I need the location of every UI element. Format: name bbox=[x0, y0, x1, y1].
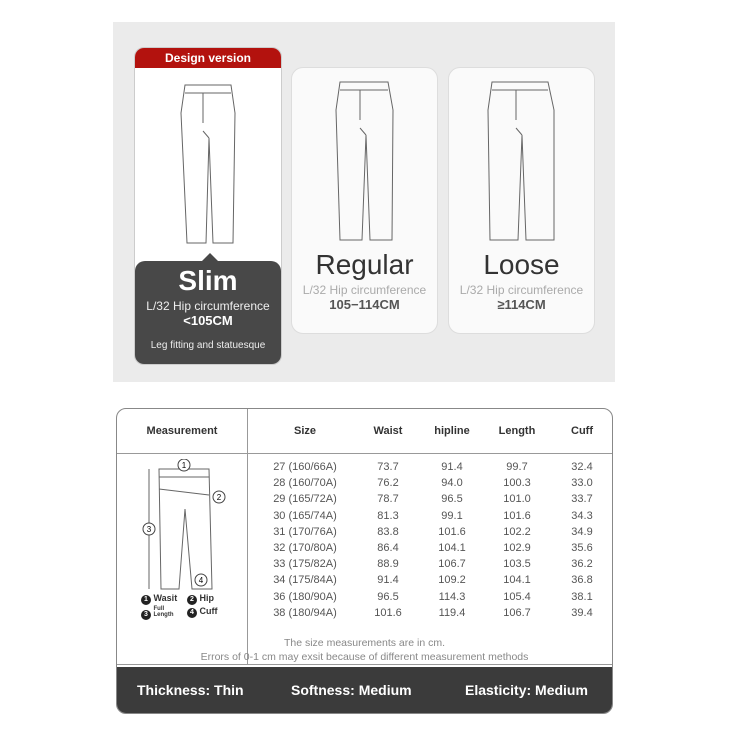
header-cuff: Cuff bbox=[571, 425, 593, 437]
fit-name: Regular bbox=[315, 249, 414, 280]
slim-info bbox=[135, 261, 281, 364]
table-row bbox=[117, 607, 612, 623]
fit-card-loose bbox=[448, 67, 595, 334]
table-cell: 31 (170/76A) bbox=[273, 525, 337, 538]
svg-text:3: 3 bbox=[146, 525, 152, 534]
header-waist: Waist bbox=[373, 425, 403, 437]
divider bbox=[117, 664, 612, 665]
units-note: The size measurements are in cm. bbox=[283, 637, 446, 649]
table-cell: 104.1 bbox=[438, 541, 466, 554]
legend-label: Wasit bbox=[153, 593, 178, 603]
table-cell: 36.2 bbox=[571, 558, 593, 571]
slim-pants-icon bbox=[173, 83, 243, 248]
attr-value: Medium bbox=[535, 682, 588, 698]
table-cell: 106.7 bbox=[438, 558, 466, 571]
table-cell: 105.4 bbox=[503, 590, 531, 603]
svg-text:1: 1 bbox=[181, 461, 187, 470]
table-cell: 38.1 bbox=[571, 590, 593, 603]
legend-num: 2 bbox=[187, 595, 197, 605]
table-cell: 104.1 bbox=[503, 574, 531, 587]
fit-name: Loose bbox=[483, 249, 560, 280]
attr-value: Medium bbox=[358, 682, 412, 698]
table-cell: 30 (165/74A) bbox=[273, 509, 337, 522]
attr-value: Thin bbox=[214, 682, 244, 698]
fit-label: L/32 Hip circumference bbox=[302, 283, 427, 297]
table-cell: 101.6 bbox=[503, 509, 531, 522]
table-cell: 76.2 bbox=[377, 477, 399, 490]
table-cell: 102.2 bbox=[503, 525, 531, 538]
table-cell: 101.0 bbox=[503, 493, 531, 506]
legend-num: 1 bbox=[141, 595, 151, 605]
table-cell: 94.0 bbox=[441, 477, 463, 490]
table-cell: 34.9 bbox=[571, 525, 593, 538]
fit-label: L/32 Hip circumference bbox=[459, 283, 584, 297]
svg-text:4: 4 bbox=[198, 576, 204, 585]
header-hipline: hipline bbox=[434, 425, 470, 437]
table-cell: 91.4 bbox=[377, 574, 399, 587]
header-length: Length bbox=[498, 425, 536, 437]
header-measurement: Measurement bbox=[146, 425, 218, 437]
softness bbox=[291, 682, 412, 698]
table-cell: 99.7 bbox=[506, 461, 528, 473]
table-row bbox=[117, 461, 612, 477]
fit-value: ≥114CM bbox=[497, 297, 546, 312]
table-cell: 32.4 bbox=[571, 461, 593, 473]
table-cell: 102.9 bbox=[503, 541, 531, 554]
legend-num: 4 bbox=[187, 608, 197, 618]
table-cell: 34 (175/84A) bbox=[273, 574, 337, 587]
fit-card-slim bbox=[134, 47, 282, 365]
table-row bbox=[117, 526, 612, 542]
table-cell: 39.4 bbox=[571, 606, 593, 619]
fit-value: <105CM bbox=[183, 313, 233, 328]
design-version-badge: Design version bbox=[135, 48, 281, 68]
legend-label: Hip bbox=[199, 593, 215, 603]
table-cell: 38 (180/94A) bbox=[273, 606, 337, 619]
table-cell: 78.7 bbox=[377, 493, 399, 506]
table-cell: 119.4 bbox=[438, 606, 466, 619]
fit-name: Slim bbox=[178, 265, 238, 296]
table-cell: 27 (160/66A) bbox=[273, 461, 337, 473]
table-cell: 35.6 bbox=[571, 541, 593, 554]
legend-label: Cuff bbox=[199, 606, 218, 616]
table-cell: 28 (160/70A) bbox=[273, 477, 337, 490]
table-cell: 103.5 bbox=[503, 558, 531, 571]
table-row bbox=[117, 542, 612, 558]
fit-note: Leg fitting and statuesque bbox=[150, 340, 266, 351]
header-size: Size bbox=[293, 425, 316, 437]
table-cell: 33 (175/82A) bbox=[273, 558, 337, 571]
table-cell: 91.4 bbox=[441, 461, 463, 473]
fit-card-regular bbox=[291, 67, 438, 334]
table-cell: 100.3 bbox=[503, 477, 531, 490]
table-cell: 86.4 bbox=[377, 541, 399, 554]
table-cell: 106.7 bbox=[503, 606, 531, 619]
table-cell: 109.2 bbox=[438, 574, 466, 587]
table-row bbox=[117, 477, 612, 493]
table-cell: 36.8 bbox=[571, 574, 593, 587]
svg-text:2: 2 bbox=[216, 493, 222, 502]
table-cell: 33.0 bbox=[571, 477, 593, 490]
table-cell: 36 (180/90A) bbox=[273, 590, 337, 603]
table-cell: 96.5 bbox=[441, 493, 463, 506]
table-header bbox=[117, 409, 612, 454]
error-note: Errors of 0-1 cm may exsit because of different measurement methods bbox=[200, 651, 529, 663]
attr-label: Softness: bbox=[291, 682, 355, 698]
thickness bbox=[137, 682, 244, 698]
table-row bbox=[117, 510, 612, 526]
attr-label: Thickness: bbox=[137, 682, 211, 698]
table-row bbox=[117, 591, 612, 607]
size-chart-table bbox=[116, 408, 613, 714]
fit-comparison-panel bbox=[113, 22, 615, 382]
table-row bbox=[117, 558, 612, 574]
table-cell: 101.6 bbox=[374, 606, 402, 619]
legend-label: Full Length bbox=[153, 606, 174, 618]
table-cell: 73.7 bbox=[377, 461, 399, 473]
table-cell: 96.5 bbox=[377, 590, 399, 603]
table-cell: 33.7 bbox=[571, 493, 593, 506]
table-cell: 83.8 bbox=[377, 525, 399, 538]
table-body bbox=[117, 461, 612, 623]
table-cell: 88.9 bbox=[377, 558, 399, 571]
fit-value: 105−114CM bbox=[329, 297, 400, 312]
table-cell: 29 (165/72A) bbox=[273, 493, 337, 506]
table-row bbox=[117, 493, 612, 509]
table-cell: 32 (170/80A) bbox=[273, 541, 337, 554]
table-cell: 81.3 bbox=[377, 509, 399, 522]
legend-num: 3 bbox=[141, 610, 151, 620]
table-cell: 114.3 bbox=[438, 590, 466, 603]
table-cell: 34.3 bbox=[571, 509, 593, 522]
elasticity bbox=[465, 682, 588, 698]
fabric-attributes-bar bbox=[117, 667, 612, 713]
table-row bbox=[117, 574, 612, 590]
fit-label: L/32 Hip circumference bbox=[146, 299, 270, 313]
table-cell: 99.1 bbox=[441, 509, 463, 522]
loose-pants-icon bbox=[484, 80, 560, 245]
attr-label: Elasticity: bbox=[465, 682, 532, 698]
table-cell: 101.6 bbox=[438, 525, 466, 538]
regular-pants-icon bbox=[330, 80, 400, 245]
